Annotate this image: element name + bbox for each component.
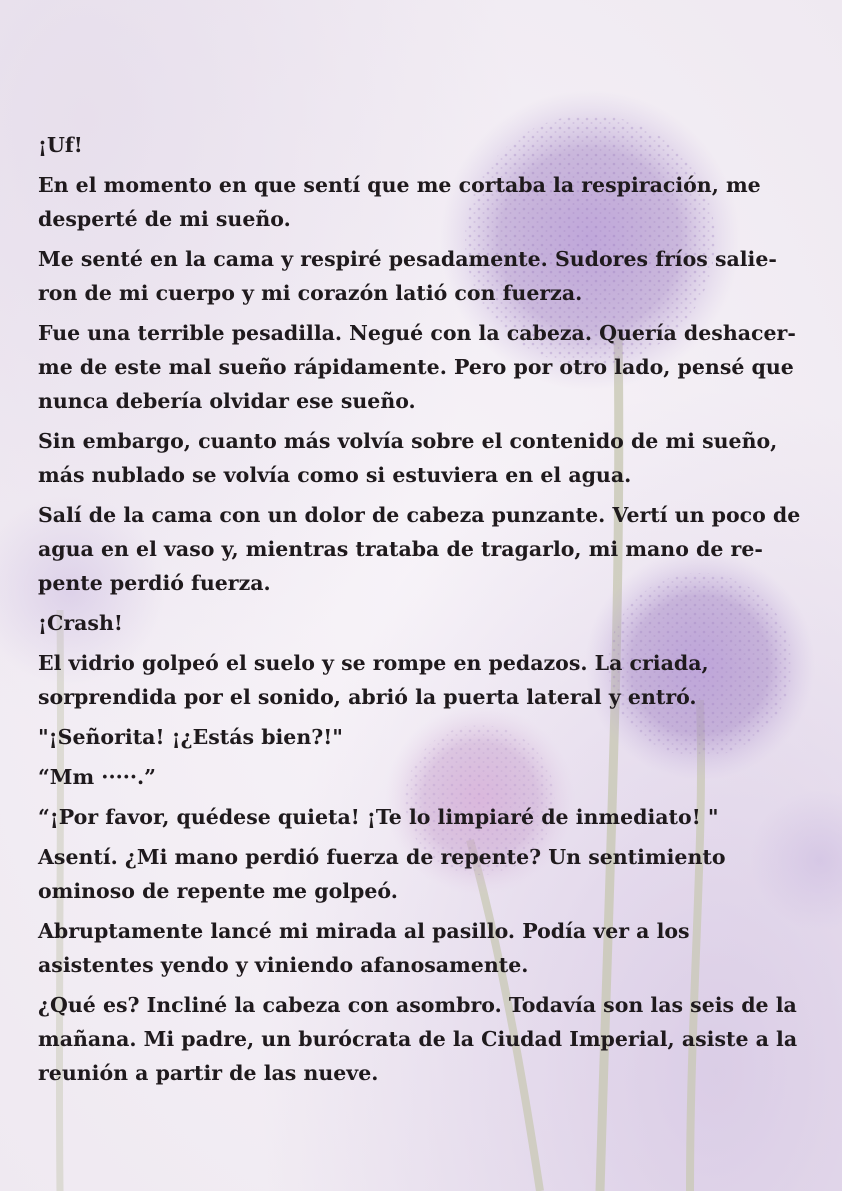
text-line: asistentes yendo y viniendo afanosamente. — [38, 953, 529, 977]
paragraph — [38, 646, 808, 714]
paragraph — [38, 760, 808, 794]
paragraph — [38, 606, 808, 640]
text-line: nunca debería olvidar ese sueño. — [38, 389, 416, 413]
text-line: “¡Por favor, quédese quieta! ¡Te lo limpiaré de inmediato! " — [38, 805, 719, 829]
text-line: ominoso de repente me golpeó. — [38, 879, 398, 903]
text-line: El vidrio golpeó el suelo y se rompe en pedazos. La criada, — [38, 651, 709, 675]
paragraph — [38, 840, 808, 908]
story-text — [38, 128, 808, 1096]
paragraph — [38, 242, 808, 310]
text-line: mañana. Mi padre, un burócrata de la Ciudad Imperial, asiste a la — [38, 1027, 798, 1051]
text-line: Abruptamente lancé mi mirada al pasillo. Podía ver a los — [38, 919, 690, 943]
paragraph — [38, 988, 808, 1090]
text-line: agua en el vaso y, mientras trataba de tragarlo, mi mano de re- — [38, 537, 763, 561]
text-line: “Mm ·····.” — [38, 765, 156, 789]
text-line: ¿Qué es? Incliné la cabeza con asombro. Todavía son las seis de la — [38, 993, 797, 1017]
paragraph — [38, 720, 808, 754]
text-line: En el momento en que sentí que me cortaba la respiración, me — [38, 173, 761, 197]
paragraph — [38, 498, 808, 600]
text-line: desperté de mi sueño. — [38, 207, 291, 231]
text-line: más nublado se volvía como si estuviera en el agua. — [38, 463, 632, 487]
text-line: Me senté en la cama y respiré pesadamente. Sudores fríos salie- — [38, 247, 777, 271]
text-line: ¡Uf! — [38, 133, 83, 157]
text-line: me de este mal sueño rápidamente. Pero por otro lado, pensé que — [38, 355, 794, 379]
paragraph — [38, 168, 808, 236]
text-line: pente perdió fuerza. — [38, 571, 271, 595]
text-line: Sin embargo, cuanto más volvía sobre el contenido de mi sueño, — [38, 429, 778, 453]
text-line: ¡Crash! — [38, 611, 123, 635]
paragraph — [38, 800, 808, 834]
paragraph — [38, 316, 808, 418]
text-line: Asentí. ¿Mi mano perdió fuerza de repente? Un sentimiento — [38, 845, 726, 869]
paragraph — [38, 128, 808, 162]
text-line: Salí de la cama con un dolor de cabeza punzante. Vertí un poco de — [38, 503, 801, 527]
paragraph — [38, 424, 808, 492]
text-line: Fue una terrible pesadilla. Negué con la cabeza. Quería deshacer- — [38, 321, 796, 345]
text-line: reunión a partir de las nueve. — [38, 1061, 379, 1085]
text-line: ron de mi cuerpo y mi corazón latió con fuerza. — [38, 281, 583, 305]
text-line: "¡Señorita! ¡¿Estás bien?!" — [38, 725, 343, 749]
text-line: sorprendida por el sonido, abrió la puerta lateral y entró. — [38, 685, 697, 709]
paragraph — [38, 914, 808, 982]
